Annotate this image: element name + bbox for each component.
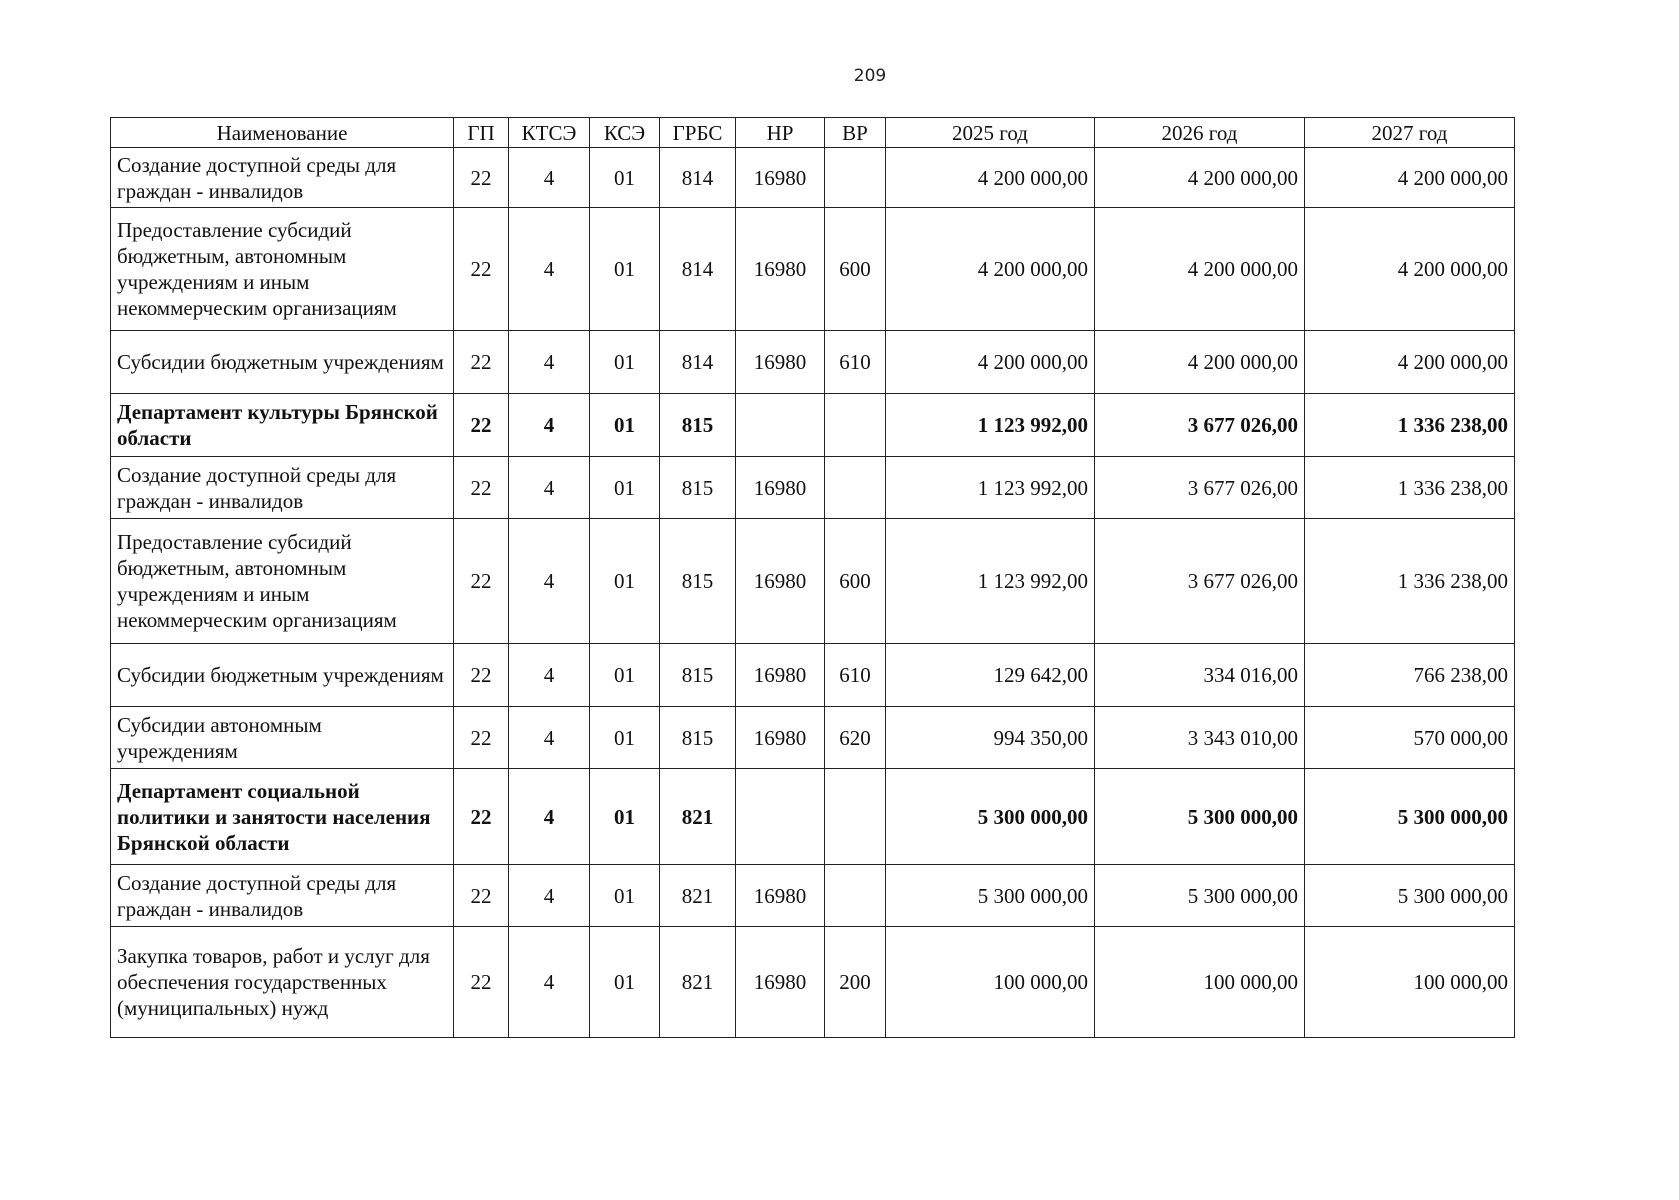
page-number: 209 — [853, 66, 887, 86]
row-ktse: 4 — [509, 208, 590, 331]
table-row — [111, 707, 1515, 769]
row-2027: 570 000,00 — [1305, 707, 1515, 769]
row-2025: 129 642,00 — [886, 644, 1095, 707]
row-ktse: 4 — [509, 394, 590, 457]
header-2025: 2025 год — [886, 118, 1095, 148]
row-ktse: 4 — [509, 331, 590, 394]
row-2025: 1 123 992,00 — [886, 519, 1095, 644]
row-kse: 01 — [590, 707, 660, 769]
header-grbs: ГРБС — [660, 118, 736, 148]
row-ktse: 4 — [509, 457, 590, 519]
row-nr: 16980 — [736, 644, 825, 707]
row-vr: 600 — [825, 519, 886, 644]
row-2027: 4 200 000,00 — [1305, 331, 1515, 394]
row-nr: 16980 — [736, 865, 825, 927]
header-2027: 2027 год — [1305, 118, 1515, 148]
row-2026: 334 016,00 — [1095, 644, 1305, 707]
row-2025: 1 123 992,00 — [886, 394, 1095, 457]
row-nr: 16980 — [736, 331, 825, 394]
row-ktse: 4 — [509, 707, 590, 769]
header-vr: ВР — [825, 118, 886, 148]
row-2027: 766 238,00 — [1305, 644, 1515, 707]
table-row — [111, 865, 1515, 927]
row-2027: 1 336 238,00 — [1305, 394, 1515, 457]
row-kse: 01 — [590, 331, 660, 394]
row-name: Департамент социальной политики и занятости населения Брянской области — [111, 769, 454, 865]
row-kse: 01 — [590, 644, 660, 707]
row-2027: 5 300 000,00 — [1305, 769, 1515, 865]
header-ktse: КТСЭ — [509, 118, 590, 148]
row-vr — [825, 865, 886, 927]
row-2026: 3 343 010,00 — [1095, 707, 1305, 769]
table-row — [111, 927, 1515, 1038]
row-gp: 22 — [454, 457, 509, 519]
table-row-department — [111, 769, 1515, 865]
row-kse: 01 — [590, 208, 660, 331]
row-2025: 1 123 992,00 — [886, 457, 1095, 519]
row-2027: 1 336 238,00 — [1305, 457, 1515, 519]
row-grbs: 815 — [660, 457, 736, 519]
header-kse: КСЭ — [590, 118, 660, 148]
row-2027: 4 200 000,00 — [1305, 208, 1515, 331]
row-2026: 3 677 026,00 — [1095, 394, 1305, 457]
row-name: Создание доступной среды для граждан - инвалидов — [111, 457, 454, 519]
row-vr: 200 — [825, 927, 886, 1038]
header-name: Наименование — [111, 118, 454, 148]
row-grbs: 815 — [660, 519, 736, 644]
row-kse: 01 — [590, 394, 660, 457]
row-nr: 16980 — [736, 148, 825, 208]
header-nr: НР — [736, 118, 825, 148]
row-nr — [736, 769, 825, 865]
row-ktse: 4 — [509, 148, 590, 208]
row-gp: 22 — [454, 644, 509, 707]
row-2027: 5 300 000,00 — [1305, 865, 1515, 927]
row-name: Создание доступной среды для граждан - инвалидов — [111, 865, 454, 927]
budget-table — [110, 117, 1515, 1038]
row-kse: 01 — [590, 148, 660, 208]
row-vr: 620 — [825, 707, 886, 769]
row-ktse: 4 — [509, 519, 590, 644]
row-ktse: 4 — [509, 769, 590, 865]
row-2027: 100 000,00 — [1305, 927, 1515, 1038]
row-2025: 5 300 000,00 — [886, 865, 1095, 927]
row-kse: 01 — [590, 769, 660, 865]
row-ktse: 4 — [509, 644, 590, 707]
row-nr: 16980 — [736, 707, 825, 769]
row-name: Предоставление субсидий бюджетным, автономным учреждениям и иным некоммерческим организациям — [111, 208, 454, 331]
row-ktse: 4 — [509, 927, 590, 1038]
row-kse: 01 — [590, 865, 660, 927]
row-vr — [825, 769, 886, 865]
row-vr — [825, 394, 886, 457]
row-2025: 4 200 000,00 — [886, 331, 1095, 394]
row-2025: 994 350,00 — [886, 707, 1095, 769]
row-vr: 610 — [825, 644, 886, 707]
row-vr: 600 — [825, 208, 886, 331]
row-vr — [825, 457, 886, 519]
row-gp: 22 — [454, 865, 509, 927]
row-grbs: 815 — [660, 707, 736, 769]
table-row — [111, 519, 1515, 644]
row-grbs: 814 — [660, 208, 736, 331]
row-nr: 16980 — [736, 208, 825, 331]
row-name: Предоставление субсидий бюджетным, автономным учреждениям и иным некоммерческим организациям — [111, 519, 454, 644]
row-2025: 5 300 000,00 — [886, 769, 1095, 865]
row-kse: 01 — [590, 519, 660, 644]
row-2026: 4 200 000,00 — [1095, 148, 1305, 208]
row-ktse: 4 — [509, 865, 590, 927]
row-vr: 610 — [825, 331, 886, 394]
table-row — [111, 644, 1515, 707]
header-2026: 2026 год — [1095, 118, 1305, 148]
row-grbs: 814 — [660, 148, 736, 208]
row-gp: 22 — [454, 927, 509, 1038]
row-gp: 22 — [454, 769, 509, 865]
table-row — [111, 457, 1515, 519]
row-gp: 22 — [454, 331, 509, 394]
row-2026: 4 200 000,00 — [1095, 208, 1305, 331]
table-row — [111, 331, 1515, 394]
row-gp: 22 — [454, 148, 509, 208]
row-kse: 01 — [590, 927, 660, 1038]
table-header-row — [111, 118, 1515, 148]
row-grbs: 814 — [660, 331, 736, 394]
row-2026: 5 300 000,00 — [1095, 769, 1305, 865]
row-gp: 22 — [454, 707, 509, 769]
row-nr: 16980 — [736, 457, 825, 519]
row-grbs: 821 — [660, 927, 736, 1038]
row-2025: 100 000,00 — [886, 927, 1095, 1038]
row-grbs: 821 — [660, 769, 736, 865]
row-name: Субсидии автономным учреждениям — [111, 707, 454, 769]
row-2027: 1 336 238,00 — [1305, 519, 1515, 644]
header-gp: ГП — [454, 118, 509, 148]
row-name: Департамент культуры Брянской области — [111, 394, 454, 457]
row-2025: 4 200 000,00 — [886, 148, 1095, 208]
table-row — [111, 208, 1515, 331]
row-nr — [736, 394, 825, 457]
row-2025: 4 200 000,00 — [886, 208, 1095, 331]
row-2026: 5 300 000,00 — [1095, 865, 1305, 927]
row-vr — [825, 148, 886, 208]
row-2026: 3 677 026,00 — [1095, 457, 1305, 519]
row-kse: 01 — [590, 457, 660, 519]
row-2027: 4 200 000,00 — [1305, 148, 1515, 208]
row-2026: 3 677 026,00 — [1095, 519, 1305, 644]
row-gp: 22 — [454, 394, 509, 457]
row-grbs: 821 — [660, 865, 736, 927]
row-2026: 100 000,00 — [1095, 927, 1305, 1038]
table-row — [111, 148, 1515, 208]
row-nr: 16980 — [736, 927, 825, 1038]
row-grbs: 815 — [660, 644, 736, 707]
row-gp: 22 — [454, 519, 509, 644]
row-name: Создание доступной среды для граждан - инвалидов — [111, 148, 454, 208]
row-gp: 22 — [454, 208, 509, 331]
row-name: Субсидии бюджетным учреждениям — [111, 644, 454, 707]
table-row-department — [111, 394, 1515, 457]
row-2026: 4 200 000,00 — [1095, 331, 1305, 394]
row-grbs: 815 — [660, 394, 736, 457]
row-name: Субсидии бюджетным учреждениям — [111, 331, 454, 394]
row-name: Закупка товаров, работ и услуг для обеспечения государственных (муниципальных) нужд — [111, 927, 454, 1038]
row-nr: 16980 — [736, 519, 825, 644]
